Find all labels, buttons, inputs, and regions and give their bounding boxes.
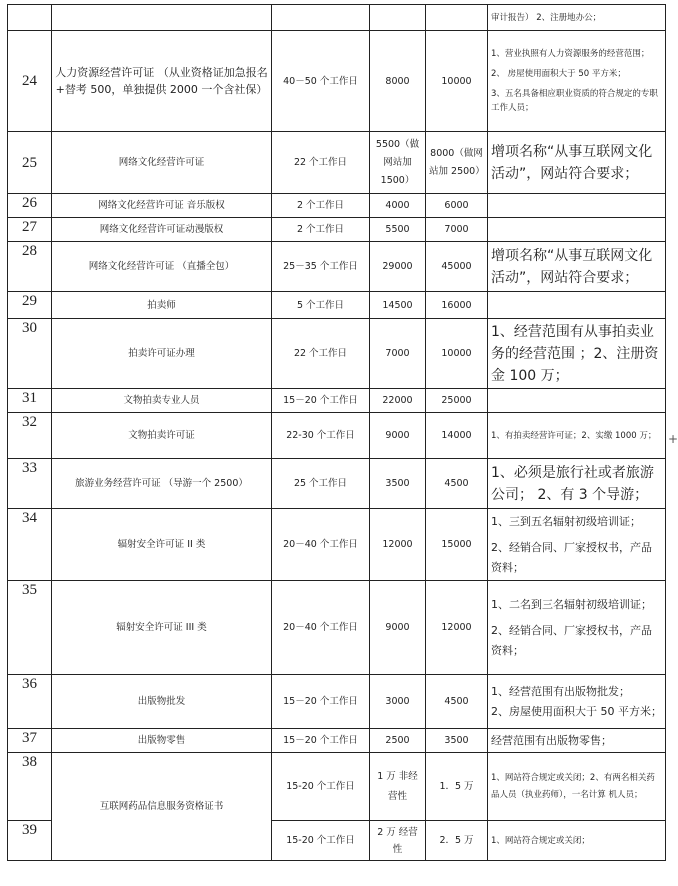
row-number: 25	[8, 132, 52, 194]
row-number: 37	[8, 729, 52, 753]
license-name: 网络文化经营许可证 （直播全包）	[52, 242, 272, 292]
processing-time: 20－40 个工作日	[272, 581, 370, 675]
requirements	[488, 194, 666, 218]
requirements: 1、经营范围有从事拍卖业务的经营范围 ；2、注册资金 100 万；	[488, 319, 666, 389]
price-quote: 25000	[426, 389, 488, 413]
row-number: 29	[8, 292, 52, 319]
price-cost: 3500	[370, 459, 426, 509]
row-number: 31	[8, 389, 52, 413]
license-name: 辐射安全许可证 II 类	[52, 509, 272, 581]
price-quote: 7000	[426, 218, 488, 242]
license-name: 拍卖师	[52, 292, 272, 319]
table-row	[8, 581, 666, 675]
processing-time: 5 个工作日	[272, 292, 370, 319]
price-cost: 7000	[370, 319, 426, 389]
requirements: 经营范围有出版物零售；	[488, 729, 666, 753]
price-cost: 14500	[370, 292, 426, 319]
requirements: 增项名称“从事互联网文化活动”，网站符合要求；	[488, 242, 666, 292]
requirements	[488, 389, 666, 413]
requirements: 1、经营范围有出版物批发； 2、房屋使用面积大于 50 平方米；	[488, 675, 666, 729]
price-cost: 2 万 经营性	[370, 821, 426, 861]
price-cost: 22000	[370, 389, 426, 413]
row-number: 36	[8, 675, 52, 729]
processing-time: 40－50 个工作日	[272, 31, 370, 132]
price-quote: 1．5 万	[426, 753, 488, 821]
processing-time: 22 个工作日	[272, 319, 370, 389]
requirements: 1、网站符合规定或关闭；2、有两名相关药品人员（执业药师），一名计算 机人员；	[488, 753, 666, 821]
row-number: 32	[8, 413, 52, 459]
license-name: 网络文化经营许可证动漫版权	[52, 218, 272, 242]
table-row	[8, 753, 666, 821]
requirements: 1、必须是旅行社或者旅游公司； 2、有 3 个导游；	[488, 459, 666, 509]
table-row	[8, 31, 666, 132]
license-name: 出版物批发	[52, 675, 272, 729]
processing-time: 15－20 个工作日	[272, 729, 370, 753]
processing-time: 15-20 个工作日	[272, 753, 370, 821]
processing-time: 15－20 个工作日	[272, 675, 370, 729]
requirements	[488, 292, 666, 319]
processing-time: 2 个工作日	[272, 194, 370, 218]
row-number: 38	[8, 753, 52, 821]
price-cost: 12000	[370, 509, 426, 581]
price-quote: 4500	[426, 459, 488, 509]
price-cost: 3000	[370, 675, 426, 729]
license-name: 文物拍卖专业人员	[52, 389, 272, 413]
row-number: 28	[8, 242, 52, 292]
price-cost: 9000	[370, 413, 426, 459]
requirements: 增项名称“从事互联网文化活动”，网站符合要求；	[488, 132, 666, 194]
table-row	[8, 319, 666, 389]
requirement-text: 审计报告） 2、注册地办公；	[491, 12, 602, 23]
price-quote: 4500	[426, 675, 488, 729]
table-row	[8, 459, 666, 509]
price-cost: 1 万 非经营性	[370, 753, 426, 821]
license-name: 网络文化经营许可证 音乐版权	[52, 194, 272, 218]
table-row	[8, 675, 666, 729]
price-cost: 5500（做网站加 1500）	[370, 132, 426, 194]
row-number: 26	[8, 194, 52, 218]
table-row	[8, 194, 666, 218]
price-quote: 8000（做网站加 2500）	[426, 132, 488, 194]
license-name: 文物拍卖许可证	[52, 413, 272, 459]
table-row	[8, 5, 666, 31]
price-cost: 9000	[370, 581, 426, 675]
processing-time: 15-20 个工作日	[272, 821, 370, 861]
price-quote: 3500	[426, 729, 488, 753]
row-number: 33	[8, 459, 52, 509]
price-cost: 4000	[370, 194, 426, 218]
requirements: 1、网站符合规定或关闭；	[488, 821, 666, 861]
license-name: 互联网药品信息服务资格证书	[52, 753, 272, 861]
license-name: 拍卖许可证办理	[52, 319, 272, 389]
row-number: 24	[8, 31, 52, 132]
table-row	[8, 729, 666, 753]
processing-time: 15－20 个工作日	[272, 389, 370, 413]
row-number: 35	[8, 581, 52, 675]
price-cost: 29000	[370, 242, 426, 292]
license-name: 网络文化经营许可证	[52, 132, 272, 194]
price-quote: 10000	[426, 31, 488, 132]
requirements	[488, 218, 666, 242]
license-name: 辐射安全许可证 III 类	[52, 581, 272, 675]
processing-time: 25－35 个工作日	[272, 242, 370, 292]
processing-time: 25 个工作日	[272, 459, 370, 509]
requirements: 1、三到五名辐射初级培训证； 2、经销合同、厂家授权书，产品资料；	[488, 509, 666, 581]
table-row	[8, 509, 666, 581]
price-quote: 16000	[426, 292, 488, 319]
row-number: 30	[8, 319, 52, 389]
price-quote: 10000	[426, 319, 488, 389]
table-row	[8, 292, 666, 319]
price-quote: 2．5 万	[426, 821, 488, 861]
table-row	[8, 242, 666, 292]
price-quote: 15000	[426, 509, 488, 581]
license-name: 旅游业务经营许可证 （导游一个 2500）	[52, 459, 272, 509]
license-price-table	[7, 4, 666, 861]
license-name: 出版物零售	[52, 729, 272, 753]
table-row	[8, 218, 666, 242]
processing-time: 20－40 个工作日	[272, 509, 370, 581]
table-row	[8, 132, 666, 194]
price-quote: 6000	[426, 194, 488, 218]
expand-plus-icon[interactable]: +	[668, 432, 678, 446]
price-quote: 45000	[426, 242, 488, 292]
row-number: 39	[8, 821, 52, 861]
price-cost: 5500	[370, 218, 426, 242]
processing-time: 22-30 个工作日	[272, 413, 370, 459]
table-row	[8, 389, 666, 413]
requirements: 1、二名到三名辐射初级培训证； 2、经销合同、厂家授权书，产品资料；	[488, 581, 666, 675]
requirements: 1、有拍卖经营许可证；2、实缴 1000 万；	[488, 413, 666, 459]
price-quote: 14000	[426, 413, 488, 459]
row-number: 34	[8, 509, 52, 581]
license-name: 人力资源经营许可证 （从业资格证加急报名+替考 500，单独提供 2000 一个含社保）	[52, 31, 272, 132]
processing-time: 2 个工作日	[272, 218, 370, 242]
requirements: 1、营业执照有人力资源服务的经营范围； 2、 房屋使用面积大于 50 平方米； 3、五名具备相应职业资质的符合规定的专职工作人员；	[488, 31, 666, 132]
price-quote: 12000	[426, 581, 488, 675]
table-row	[8, 413, 666, 459]
price-cost: 2500	[370, 729, 426, 753]
row-number: 27	[8, 218, 52, 242]
processing-time: 22 个工作日	[272, 132, 370, 194]
price-cost: 8000	[370, 31, 426, 132]
